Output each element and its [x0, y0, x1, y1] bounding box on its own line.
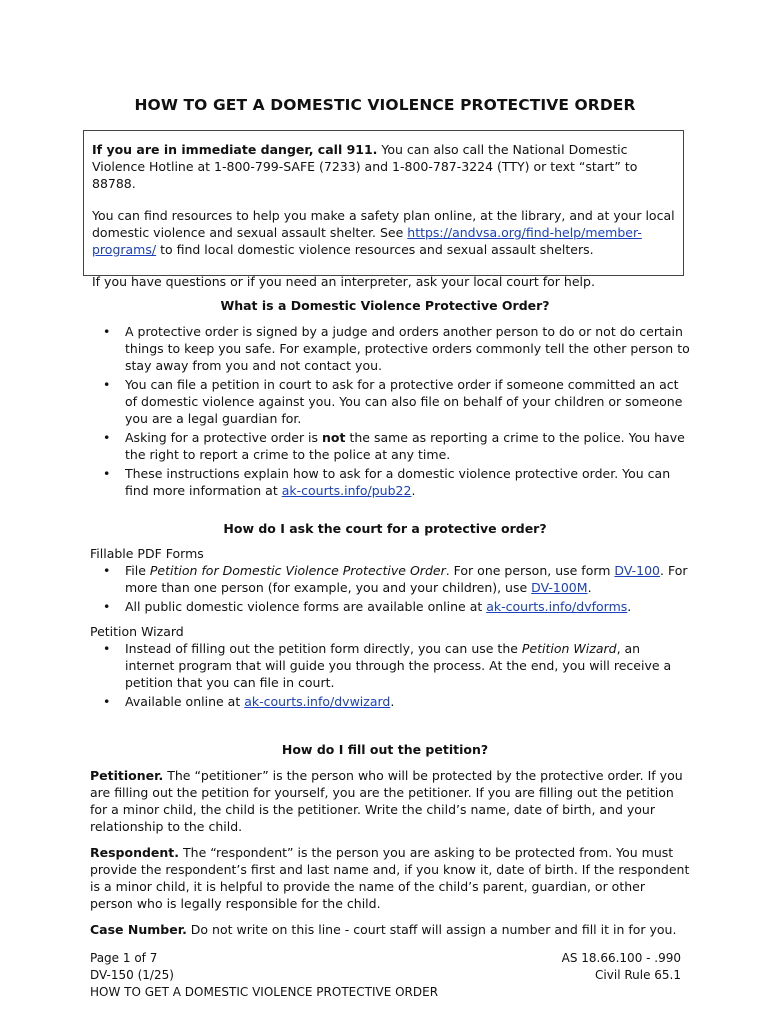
- list-item: • Available online at ak-courts.info/dvwizard.: [103, 694, 395, 709]
- footer-form-id: DV-150 (1/25): [90, 968, 174, 982]
- page-title: HOW TO GET A DOMESTIC VIOLENCE PROTECTIVE ORDER: [134, 96, 636, 114]
- case-number-paragraph: Case Number. Do not write on this line - court staff will assign a number and fill it in for you.: [90, 922, 677, 937]
- list-item: • File Petition for Domestic Violence Protective Order. For one person, use form DV-100. For more than one person (for example, you and your children), use DV-100M.: [103, 563, 688, 595]
- dvwizard-link[interactable]: ak-courts.info/dvwizard: [244, 694, 391, 709]
- dv-100m-link[interactable]: DV-100M: [531, 580, 588, 595]
- subheading-petition-wizard: Petition Wizard: [90, 624, 184, 639]
- dvforms-link[interactable]: ak-courts.info/dvforms: [486, 599, 628, 614]
- interpreter-paragraph: If you have questions or if you need an interpreter, ask your local court for help.: [92, 274, 595, 289]
- list-item: • You can file a petition in court to ask for a protective order if someone committed an act of domestic violence against you. You can also file on behalf of your children or someone you are a legal guardian for.: [103, 377, 683, 426]
- andvsa-link[interactable]: https://andvsa.org/find-help/member-programs/: [92, 225, 642, 257]
- footer-page-number: Page 1 of 7: [90, 951, 158, 965]
- emergency-info-box: [83, 130, 684, 289]
- subheading-fillable-pdf: Fillable PDF Forms: [90, 546, 204, 561]
- footer-statute: AS 18.66.100 - .990: [561, 951, 681, 965]
- section-heading-fill-out: How do I fill out the petition?: [281, 742, 489, 757]
- footer-title: HOW TO GET A DOMESTIC VIOLENCE PROTECTIVE ORDER: [90, 985, 439, 999]
- resources-paragraph: You can find resources to help you make a safety plan online, at the library, and at your local domestic violence and sexual assault shelter. See https://andvsa.org/find-help/member-programs/ to find local domestic violence resources and sexual assault shelters.: [92, 208, 675, 257]
- list-item: • Asking for a protective order is not the same as reporting a crime to the police. You have the right to report a crime to the police at any time.: [103, 430, 685, 462]
- list-item: • A protective order is signed by a judge and orders another person to do or not do certain things to keep you safe. For example, protective orders commonly tell the other person to stay away from you and not contact you.: [103, 324, 690, 373]
- emergency-paragraph: If you are in immediate danger, call 911. You can also call the National Domestic Violence Hotline at 1-800-799-SAFE (7233) and 1-800-787-3224 (TTY) or text “start” to 88788.: [92, 142, 638, 191]
- footer-rule: Civil Rule 65.1: [595, 968, 681, 982]
- what-is-list-block: [90, 323, 690, 501]
- respondent-paragraph: Respondent. The “respondent” is the person you are asking to be protected from. You must provide the respondent’s first and last name and, if you know it, date of birth. If the respondent is a minor child, it is helpful to provide the name of the child’s parent, guardian, or other person who is legally responsible for the child.: [90, 845, 690, 911]
- list-item: • Instead of filling out the petition form directly, you can use the Petition Wizard, an internet program that will guide you through the process. At the end, you will receive a petition that you can file in court.: [103, 641, 672, 690]
- petitioner-paragraph: Petitioner. The “petitioner” is the person who will be protected by the protective order. If you are filling out the petition for yourself, you are the petitioner. If you are filling out the petition for a minor child, the child is the petitioner. Write the child’s name, date of birth, and your relationship to the child.: [90, 768, 683, 834]
- section-heading-how-ask: How do I ask the court for a protective order?: [223, 521, 547, 536]
- fill-out-block: [90, 767, 690, 938]
- emergency-bold: If you are in immediate danger, call 911.: [92, 142, 378, 157]
- section-heading-what-is: What is a Domestic Violence Protective Order?: [220, 298, 550, 313]
- list-item: • All public domestic violence forms are available online at ak-courts.info/dvforms.: [103, 599, 632, 614]
- pub22-link[interactable]: ak-courts.info/pub22: [281, 483, 412, 498]
- how-ask-block: [90, 545, 690, 712]
- list-item: • These instructions explain how to ask for a domestic violence protective order. You can find more information at ak-courts.info/pub22.: [103, 466, 671, 498]
- dv-100-link[interactable]: DV-100: [614, 563, 661, 578]
